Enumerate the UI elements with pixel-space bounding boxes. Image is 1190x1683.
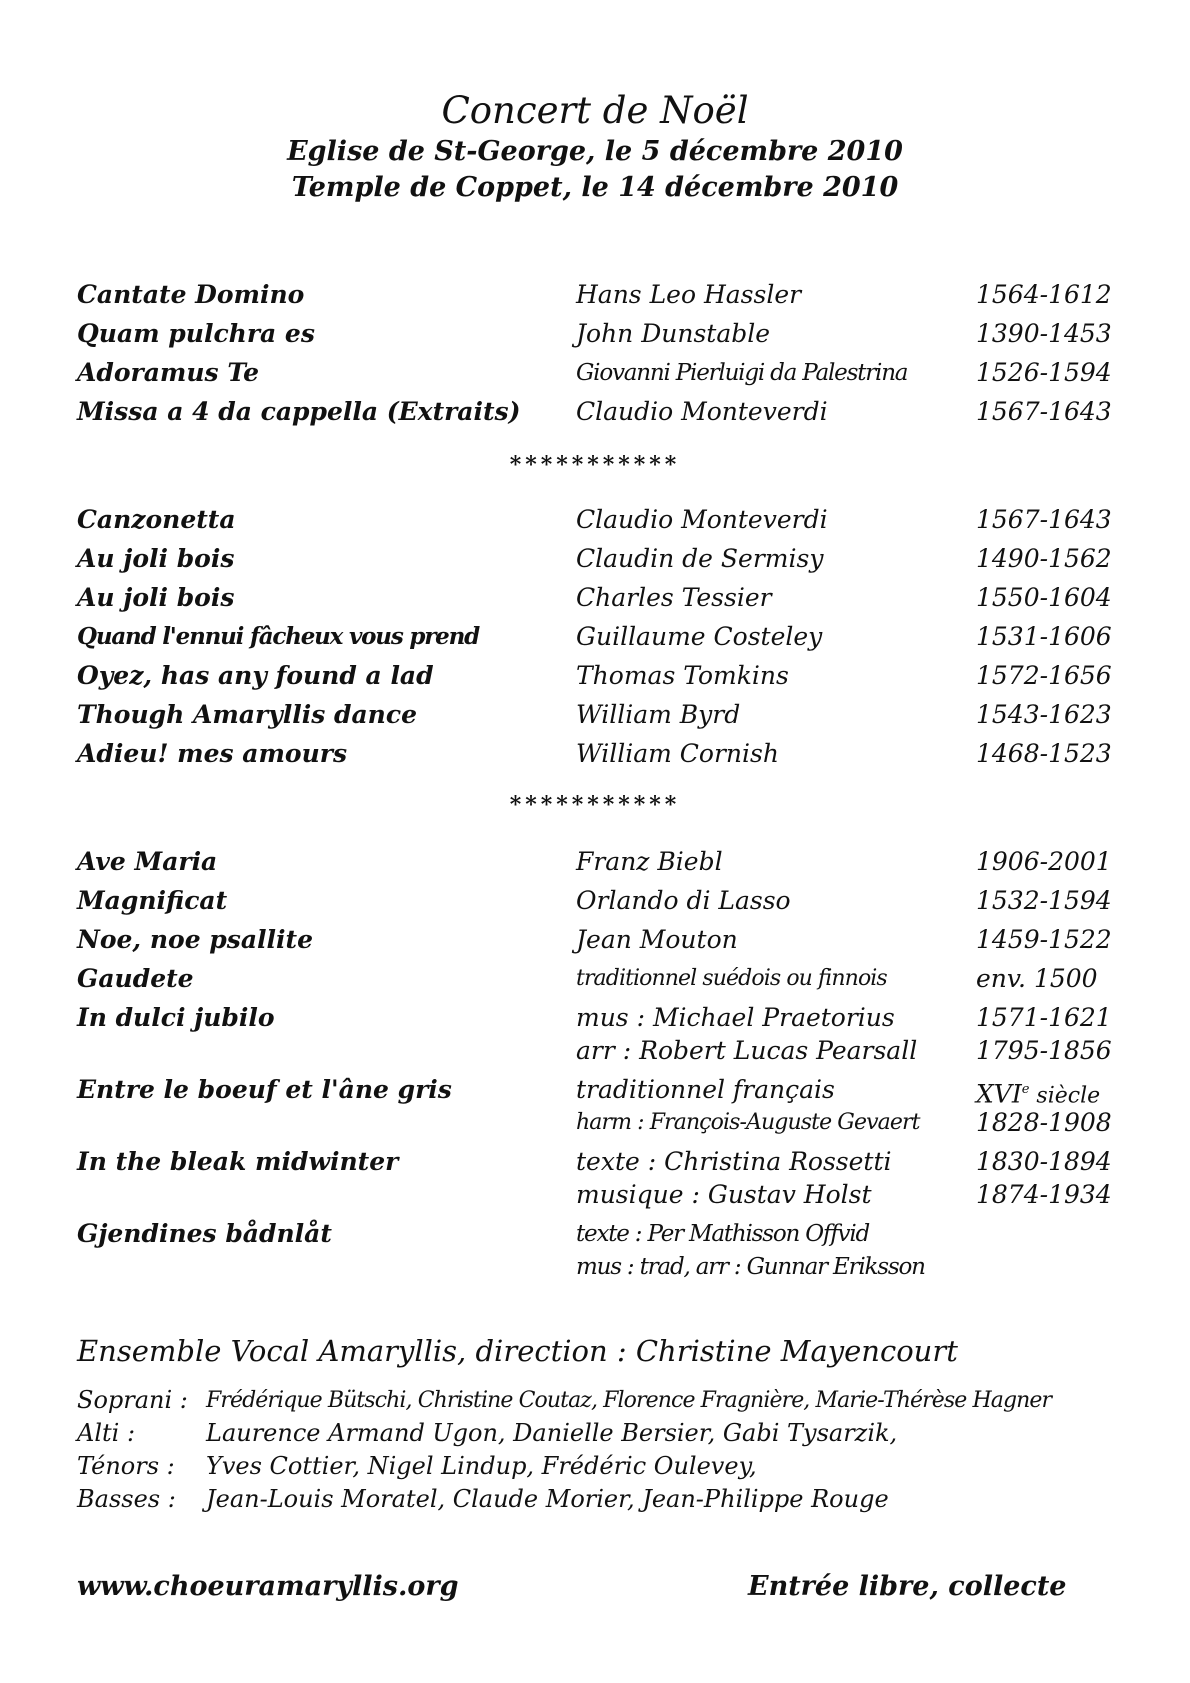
voice-names: Laurence Armand Ugon, Danielle Bersier, Gabi Tysarzik, xyxy=(206,1419,898,1447)
voice-names: Frédérique Bütschi, Christine Coutaz, Florence Fragnière, Marie-Thérèse Hagner xyxy=(206,1388,1052,1413)
piece-title: Au joli bois xyxy=(77,583,235,612)
program-row xyxy=(0,317,1190,351)
century-suffix: siècle xyxy=(1029,1083,1101,1109)
piece-title: Gjendines bådnlåt xyxy=(77,1219,332,1248)
piece-dates: env. 1500 xyxy=(976,964,1098,993)
piece-composer: texte : Christina Rossetti xyxy=(576,1147,892,1176)
program-row xyxy=(0,659,1190,693)
program-row xyxy=(0,395,1190,429)
piece-dates: 1531-1606 xyxy=(976,622,1112,651)
piece-dates: 1564-1612 xyxy=(976,280,1112,309)
voice-part: Alti : xyxy=(77,1419,136,1447)
voice-row xyxy=(0,1384,1190,1417)
piece-title: Noe, noe psallite xyxy=(77,925,313,954)
program-row xyxy=(0,581,1190,615)
piece-dates: 1550-1604 xyxy=(976,583,1112,612)
piece-dates: 1526-1594 xyxy=(976,358,1112,387)
program-row xyxy=(0,1034,1190,1068)
voice-names: Yves Cottier, Nigel Lindup, Frédéric Oulevey, xyxy=(206,1452,757,1480)
section-separator: *********** xyxy=(509,452,681,478)
entry-note: Entrée libre, collecte xyxy=(748,1571,1067,1602)
piece-composer: Claudio Monteverdi xyxy=(576,397,828,426)
piece-title: Gaudete xyxy=(77,964,194,993)
voice-names: Jean-Louis Moratel, Claude Morier, Jean-Philippe Rouge xyxy=(206,1485,889,1513)
piece-title: Adoramus Te xyxy=(77,358,259,387)
piece-title: Entre le boeuf et l'âne gris xyxy=(77,1075,452,1104)
voice-part: Ténors : xyxy=(77,1452,175,1480)
piece-composer: Thomas Tomkins xyxy=(576,661,789,690)
venue-date-1: Eglise de St-George, le 5 décembre 2010 xyxy=(287,136,903,167)
piece-dates: 1874-1934 xyxy=(976,1180,1112,1209)
piece-dates: 1468-1523 xyxy=(976,739,1112,768)
program-row xyxy=(0,278,1190,312)
piece-dates: 1567-1643 xyxy=(976,397,1112,426)
piece-composer: John Dunstable xyxy=(576,319,771,348)
piece-composer: Charles Tessier xyxy=(576,583,772,612)
piece-composer: Guillaume Costeley xyxy=(576,622,823,651)
piece-composer: musique : Gustav Holst xyxy=(576,1180,872,1209)
voice-row xyxy=(0,1450,1190,1483)
piece-composer: Orlando di Lasso xyxy=(576,886,791,915)
piece-title: Au joli bois xyxy=(77,544,235,573)
ensemble-title: Ensemble Vocal Amaryllis, direction : Christine Mayencourt xyxy=(77,1334,958,1368)
piece-title: In dulci jubilo xyxy=(77,1003,275,1032)
century-numeral: XVI xyxy=(976,1079,1022,1109)
piece-composer: Franz Biebl xyxy=(576,847,723,876)
piece-title: Ave Maria xyxy=(77,847,218,876)
piece-composer: William Cornish xyxy=(576,739,779,768)
piece-dates: 1490-1562 xyxy=(976,544,1112,573)
piece-title: Adieu! mes amours xyxy=(77,739,348,768)
piece-composer: harm : François-Auguste Gevaert xyxy=(576,1110,920,1135)
piece-title: Magnificat xyxy=(77,886,228,915)
program-row xyxy=(0,737,1190,771)
piece-dates: 1543-1623 xyxy=(976,700,1112,729)
voice-part: Soprani : xyxy=(77,1386,188,1414)
program-row xyxy=(0,1145,1190,1179)
concert-title: Concert de Noël xyxy=(441,89,749,132)
piece-title: Cantate Domino xyxy=(77,280,305,309)
piece-dates: 1571-1621 xyxy=(976,1003,1112,1032)
piece-dates: 1828-1908 xyxy=(976,1108,1112,1137)
voice-row xyxy=(0,1483,1190,1516)
piece-composer: Jean Mouton xyxy=(576,925,738,954)
voice-part: Basses : xyxy=(77,1485,176,1513)
piece-dates: 1906-2001 xyxy=(976,847,1112,876)
piece-composer: Giovanni Pierluigi da Palestrina xyxy=(576,360,908,386)
piece-composer: arr : Robert Lucas Pearsall xyxy=(576,1036,918,1065)
piece-composer: mus : trad, arr : Gunnar Eriksson xyxy=(576,1254,925,1280)
program-row xyxy=(0,1073,1190,1107)
program-row xyxy=(0,503,1190,537)
piece-composer: texte : Per Mathisson Offvid xyxy=(576,1221,870,1247)
program-row xyxy=(0,1250,1190,1284)
header xyxy=(0,88,1190,206)
website-link[interactable]: www.choeuramaryllis.org xyxy=(77,1571,459,1602)
program-row xyxy=(0,923,1190,957)
piece-dates: 1830-1894 xyxy=(976,1147,1112,1176)
program-row xyxy=(0,962,1190,996)
program-row xyxy=(0,356,1190,390)
piece-title: Missa a 4 da cappella (Extraits) xyxy=(77,397,521,426)
piece-composer: William Byrd xyxy=(576,700,741,729)
piece-title: Canzonetta xyxy=(77,505,236,534)
section-separator: *********** xyxy=(509,792,681,818)
piece-dates: 1390-1453 xyxy=(976,319,1112,348)
piece-title: Oyez, has any found a lad xyxy=(77,661,434,690)
program-row xyxy=(0,884,1190,918)
piece-dates: 1532-1594 xyxy=(976,886,1112,915)
piece-title: Though Amaryllis dance xyxy=(77,700,417,729)
voice-row xyxy=(0,1417,1190,1450)
program-row xyxy=(0,542,1190,576)
piece-title: Quam pulchra es xyxy=(77,319,315,348)
venue-date-2: Temple de Coppet, le 14 décembre 2010 xyxy=(291,172,899,203)
program-row xyxy=(0,845,1190,879)
program-row xyxy=(0,1178,1190,1212)
piece-composer: traditionnel français xyxy=(576,1075,835,1104)
piece-dates: 1567-1643 xyxy=(976,505,1112,534)
program-row xyxy=(0,1217,1190,1251)
program-row xyxy=(0,1001,1190,1035)
piece-composer: Claudio Monteverdi xyxy=(576,505,828,534)
piece-composer: traditionnel suédois ou finnois xyxy=(576,966,887,991)
piece-title: Quand l'ennui fâcheux vous prend xyxy=(77,623,480,650)
piece-composer: Claudin de Sermisy xyxy=(576,544,824,573)
program-row xyxy=(0,1106,1190,1140)
piece-composer: mus : Michael Praetorius xyxy=(576,1003,895,1032)
century-superscript: e xyxy=(1021,1082,1030,1097)
piece-title: In the bleak midwinter xyxy=(77,1147,399,1176)
program-row xyxy=(0,698,1190,732)
piece-dates: 1459-1522 xyxy=(976,925,1112,954)
piece-dates: 1572-1656 xyxy=(976,661,1112,690)
program-row xyxy=(0,620,1190,654)
piece-dates: 1795-1856 xyxy=(976,1036,1112,1065)
piece-composer: Hans Leo Hassler xyxy=(576,280,802,309)
